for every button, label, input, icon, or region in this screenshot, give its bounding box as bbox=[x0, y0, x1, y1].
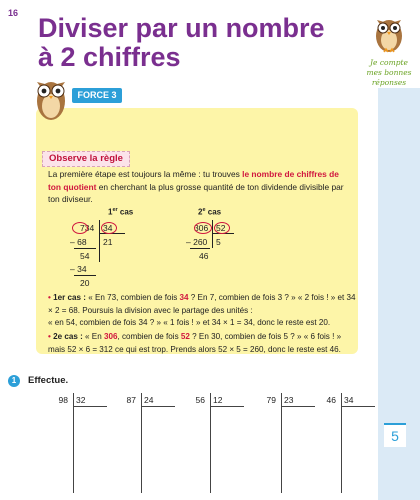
exercise-dividend: 87 bbox=[126, 395, 136, 405]
division-hline bbox=[341, 406, 375, 407]
division-vline bbox=[210, 393, 211, 493]
rule-label: Observe la règle bbox=[42, 151, 130, 167]
case-1-quotient: 21 bbox=[103, 237, 113, 247]
case-2-title-sup: e bbox=[202, 207, 206, 213]
division-hline bbox=[281, 406, 315, 407]
case-2-quotient: 5 bbox=[216, 237, 221, 247]
force-badge: FORCE 3 bbox=[72, 88, 122, 103]
case-2-line-1 bbox=[190, 248, 210, 249]
rule-text-part-2: en cherchant la plus grosse quantité de ton dividende divisible par ton diviseur. bbox=[48, 181, 344, 204]
explain-case-2 bbox=[48, 331, 356, 356]
case-2-remainder: 46 bbox=[199, 251, 209, 261]
case-2-title bbox=[198, 207, 221, 217]
case-1-step-2: 54 bbox=[80, 251, 90, 261]
exercise-dividend: 46 bbox=[326, 395, 336, 405]
explain-2-label: 2e cas : bbox=[53, 332, 83, 341]
division-vline bbox=[73, 393, 74, 493]
exercise-dividend: 98 bbox=[58, 395, 68, 405]
exercise-number: 1 bbox=[8, 375, 20, 387]
page-title bbox=[38, 14, 328, 72]
case-2-step-1: – 260 bbox=[186, 237, 208, 247]
exercise-division-5[interactable] bbox=[318, 393, 378, 493]
rule-text bbox=[48, 168, 354, 206]
case-1-title-sup: er bbox=[112, 207, 118, 213]
exercise-dividend: 56 bbox=[195, 395, 205, 405]
explain-1-label: 1er cas : bbox=[53, 293, 86, 302]
case-2-vline bbox=[212, 220, 213, 234]
case-1-vline bbox=[99, 220, 100, 262]
division-hline bbox=[210, 406, 244, 407]
exercise-division-3[interactable] bbox=[187, 393, 247, 493]
explain-2-c: ? En 30, combien de fois 5 ? » « 6 fois ! » mais 52 × 6 = 312 ce qui est trop. Prends alors 52 × 5 = 260, donc le reste est 46. bbox=[48, 332, 342, 354]
exercise-divisor: 32 bbox=[76, 395, 86, 405]
case-2-circle-divisor bbox=[214, 222, 230, 234]
explain-case-1 bbox=[48, 292, 356, 317]
explain-2-a: « En bbox=[85, 332, 104, 341]
rule-text-part-1: La première étape est toujours la même : tu trouves bbox=[48, 169, 243, 179]
case-1-title-word: cas bbox=[119, 207, 134, 217]
rule-text-highlight: le nombre de chiffres de ton quotient bbox=[48, 169, 339, 192]
case-1-line-1 bbox=[74, 248, 96, 249]
case-1-circle-divisor bbox=[101, 222, 117, 234]
explain-2-b: , combien de fois bbox=[117, 332, 181, 341]
explain-1-a: « En 73, combien de fois bbox=[88, 293, 180, 302]
case-1-title-num: 1 bbox=[108, 207, 113, 217]
case-1-step-3: – 34 bbox=[70, 264, 87, 274]
explain-2-red-1: 306 bbox=[103, 332, 118, 341]
score-box: 5 bbox=[384, 423, 406, 447]
case-1-divisor: 34 bbox=[103, 223, 113, 233]
explain-case-1-cont: « en 54, combien de fois 34 ? » « 1 fois ! » et 34 × 1 = 34, donc le reste est 20. bbox=[48, 318, 331, 327]
exercise-dividend: 79 bbox=[266, 395, 276, 405]
side-caption bbox=[358, 58, 420, 88]
case-1-step-1: – 68 bbox=[70, 237, 87, 247]
explain-1-red: 34 bbox=[179, 293, 189, 302]
explain-1-b: ? En 7, combien de fois 3 ? » « 2 fois ! » et 34 × 2 = 68. Poursuis la division avec le partage des unités : bbox=[48, 293, 356, 315]
exercise-divisor: 23 bbox=[284, 395, 294, 405]
exercise-division-1[interactable] bbox=[50, 393, 110, 493]
case-1-line-2 bbox=[74, 275, 96, 276]
case-1-remainder: 20 bbox=[80, 278, 90, 288]
bullet-icon: • bbox=[48, 293, 51, 302]
division-vline bbox=[341, 393, 342, 493]
case-2-circle-dividend bbox=[194, 222, 212, 234]
division-vline bbox=[281, 393, 282, 493]
title-line-2: à 2 chiffres bbox=[38, 42, 181, 72]
case-1-dividend: 734 bbox=[80, 223, 95, 233]
division-vline bbox=[141, 393, 142, 493]
case-2-dividend: 306 bbox=[194, 223, 209, 233]
case-2-title-word: cas bbox=[207, 207, 222, 217]
exercise-division-2[interactable] bbox=[118, 393, 178, 493]
owl-icon bbox=[32, 70, 70, 122]
exercise-divisor: 24 bbox=[144, 395, 154, 405]
case-2-divisor: 52 bbox=[216, 223, 226, 233]
exercise-division-4[interactable] bbox=[258, 393, 318, 493]
exercise-label: Effectue. bbox=[28, 375, 69, 386]
case-1-title bbox=[108, 207, 133, 217]
exercise-divisor: 34 bbox=[344, 395, 354, 405]
page-number: 16 bbox=[8, 8, 19, 18]
side-caption-line-2: mes bonnes bbox=[366, 68, 412, 77]
exercise-divisor: 12 bbox=[213, 395, 223, 405]
owl-icon bbox=[372, 10, 406, 54]
case-1-circle-dividend bbox=[72, 222, 88, 234]
division-hline bbox=[73, 406, 107, 407]
bullet-icon: • bbox=[48, 332, 51, 341]
explain-2-red-2: 52 bbox=[180, 332, 190, 341]
case-2-vline-2 bbox=[212, 234, 213, 248]
side-caption-line-1: Je compte bbox=[370, 58, 408, 67]
title-line-1: Diviser par un nombre bbox=[38, 13, 325, 43]
division-hline bbox=[141, 406, 175, 407]
side-caption-line-3: réponses bbox=[371, 78, 407, 87]
case-2-title-num: 2 bbox=[198, 207, 203, 217]
